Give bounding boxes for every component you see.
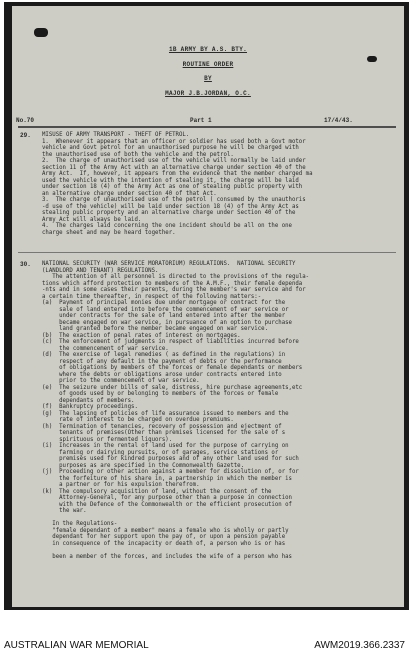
order-part: Part 1 [190, 117, 212, 124]
order-number: No.70 [16, 117, 35, 124]
header-unit: 1B ARMY BY A.S. BTY. [168, 46, 247, 53]
section-29-number: 29. [20, 132, 31, 139]
section-30-text: NATIONAL SECURITY (WAR SERVICE MORATORIUM) REGULATIONS. NATIONAL SECURITY (LANDLORD AND TENANT) REGULATIONS. The attention of all personnel is directed to the provisions of the regula- tions which afford protection to members of the A.M.F., their female dependa -nts and in some cases their parents, during the member's war service and for a certain time thereafter, in respect of the following matters:- (a) Payment of principal monies due under mortgage or contract for the sale of land entered into before the commencement of war service or under contracts for the sale of land entered into after the member became engaged on war service, in pursuance of an option to purchase land granted before the member became engaged on war service. (b) The exaction of penal rates of interest on mortgages. (c) The enforcement of judgments in respect of liabilities incurred before the commencement of war service. (d) The exercise of legal remedies ( as defined in the regulations) in respect of any default in the payment of debts or the performance of obligations by members of the forces or female dependants or members where the debts or obligations arose under contracts entered into prior to the commencement of war service. (e) The seizure under bills of sale, distress, hire purchase agreements,etc of goods used by or belonging to members of the forces or female dependants of members. (f) Bankruptcy proceedings. (g) The lapsing of policies of life assurance issued to members and the rate of interest to be charged on overdue premiums. (h) Termination of tenancies, recovery of possession and ejectment of tenants of premises(Other than premises licensed for the sale of s spirituous or fermented liquors). (i) Increases in the rental of land used for the purpose of carrying on farming or dairying pursuits, or of garages, service stations or premises used for kindred purposes and of any other land used for such purposes as are specified in the Commonwealth Gazette. (j) Proceeding or other action against a member for dissolution of, or for the forfeiture of his share in, a partnership in which the member is a partner or for his expulsion therefrom. (k) The compulsory acquisition of land, without the consent of the Attorney-General, for any purpose other than a purpose in connection with the Defence of the Commonwealth or the efficient prosecution of the war. In the Regulations- "female dependant of a member" means a female who is wholly or partly dependant for her support upon the pay of, or upon a pension payable in consequence of the incapacity or death of, a person who is or has been a member of the forces, and includes the wife of a person who has [42, 261, 310, 560]
header-title: ROUTINE ORDER [182, 61, 234, 68]
routine-order-page [12, 6, 404, 607]
section-30-number: 30. [20, 261, 31, 268]
order-date: 17/4/43. [324, 117, 353, 124]
section-29-text: MISUSE OF ARMY TRANSPORT - THEFT OF PETROL. 1. Whenever it appears that an officer or soldier has used both a Govt motor vehicle and Govt petrol for an unauthorised purpose he will be charged with the unauthorised use of both the vehicle and the petrol. 2. The charge of unauthorised use of the vehicle will normally be laid under section 11 of the Army Act with an alternative charge under section 40 of the Army Act. If, however, it appears from the evidence that the member charged ma used the vehicle with the intention of stealing it, the charge will be laid under section 18 (4) of the Army Act as one of stealing public property with an alternative charge under section 40 of that Act. 3. The charge of unauthorised use of the petrol ( consumed by the unauthoris -d use of the vehicle) will be laid under section 18 (4) of the Army Act as stealing public property and an alternative charge under Section 40 of the Army Act will always be laid. 4. The charges laid concerning the one incident should be all on the one charge sheet and may be heard together. [42, 132, 313, 236]
credit-bar [0, 612, 411, 653]
section-rule [18, 252, 396, 253]
credit-accession: AWM2019.366.2337 [314, 640, 405, 651]
credit-institution: AUSTRALIAN WAR MEMORIAL [4, 640, 149, 651]
header-by: BY [204, 75, 212, 82]
document-sheet [4, 2, 409, 610]
header-officer: MAJOR J.B.JORDAN, O.C. [165, 90, 251, 97]
punch-hole [34, 28, 48, 37]
header-rule [18, 126, 396, 128]
